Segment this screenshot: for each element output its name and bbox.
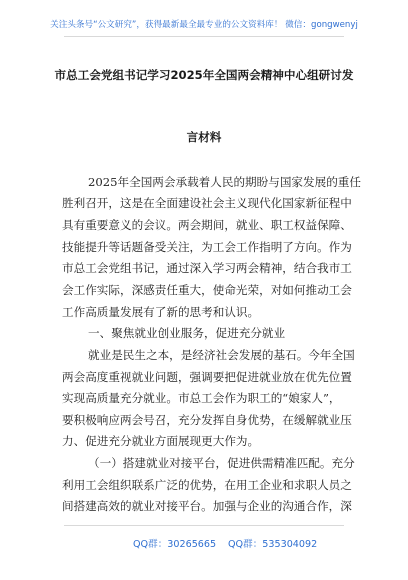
footer-qq-group-1: QQ群：30265665 <box>133 539 217 550</box>
document-title-line-2: 言材料 <box>186 130 222 144</box>
body-line: 实现高质量充分就业。市总工会作为职工的“娘家人”， <box>62 391 341 405</box>
section-heading: 一、聚焦就业创业服务，促进充分就业 <box>88 326 286 340</box>
body-line: （一）搭建就业对接平台，促进供需精准匹配。充分 <box>88 456 355 470</box>
body-line: 技能提升等话题备受关注，为工会工作指明了方向。作为 <box>62 240 352 254</box>
body-line: 力、促进充分就业方面展现更大作为。 <box>62 434 260 448</box>
body-line: 具有重要意义的会议。两会期间，就业、职工权益保障、 <box>62 218 352 232</box>
body-line: 间搭建高效的就业对接平台。加强与企业的沟通合作，深 <box>62 499 352 513</box>
body-line: 两会高度重视就业问题，强调要把促进就业放在优先位置 <box>62 370 352 384</box>
header-divider <box>64 36 344 37</box>
document-title-line-1: 市总工会党组书记学习2025年全国两会精神中心组研讨发 <box>54 68 354 82</box>
footer-qq-group-2: QQ群：535304092 <box>228 539 318 550</box>
body-line: 市总工会党组书记，通过深入学习两会精神，结合我市工 <box>62 261 352 275</box>
footer-divider <box>64 525 344 526</box>
body-line: 要积极响应两会号召，充分发挥自身优势，在缓解就业压 <box>62 413 352 427</box>
body-line: 利用工会组织联系广泛的优势，在用工企业和求职人员之 <box>62 478 352 492</box>
promo-banner: 关注头条号“公文研究”，获得最新最全最专业的公文资料库！ 微信：gongwenyj <box>50 20 358 30</box>
body-line: 2025年全国两会承载着人民的期盼与国家发展的重任 <box>88 175 361 189</box>
body-line: 就业是民生之本，是经济社会发展的基石。今年全国 <box>88 348 355 362</box>
body-line: 胜利召开，这是在全面建设社会主义现代化国家新征程中 <box>62 196 352 210</box>
body-line: 工作高质量发展有了新的思考和认识。 <box>62 305 260 319</box>
body-line: 会工作实际，深感责任重大，使命光荣，对如何推动工会 <box>62 283 352 297</box>
